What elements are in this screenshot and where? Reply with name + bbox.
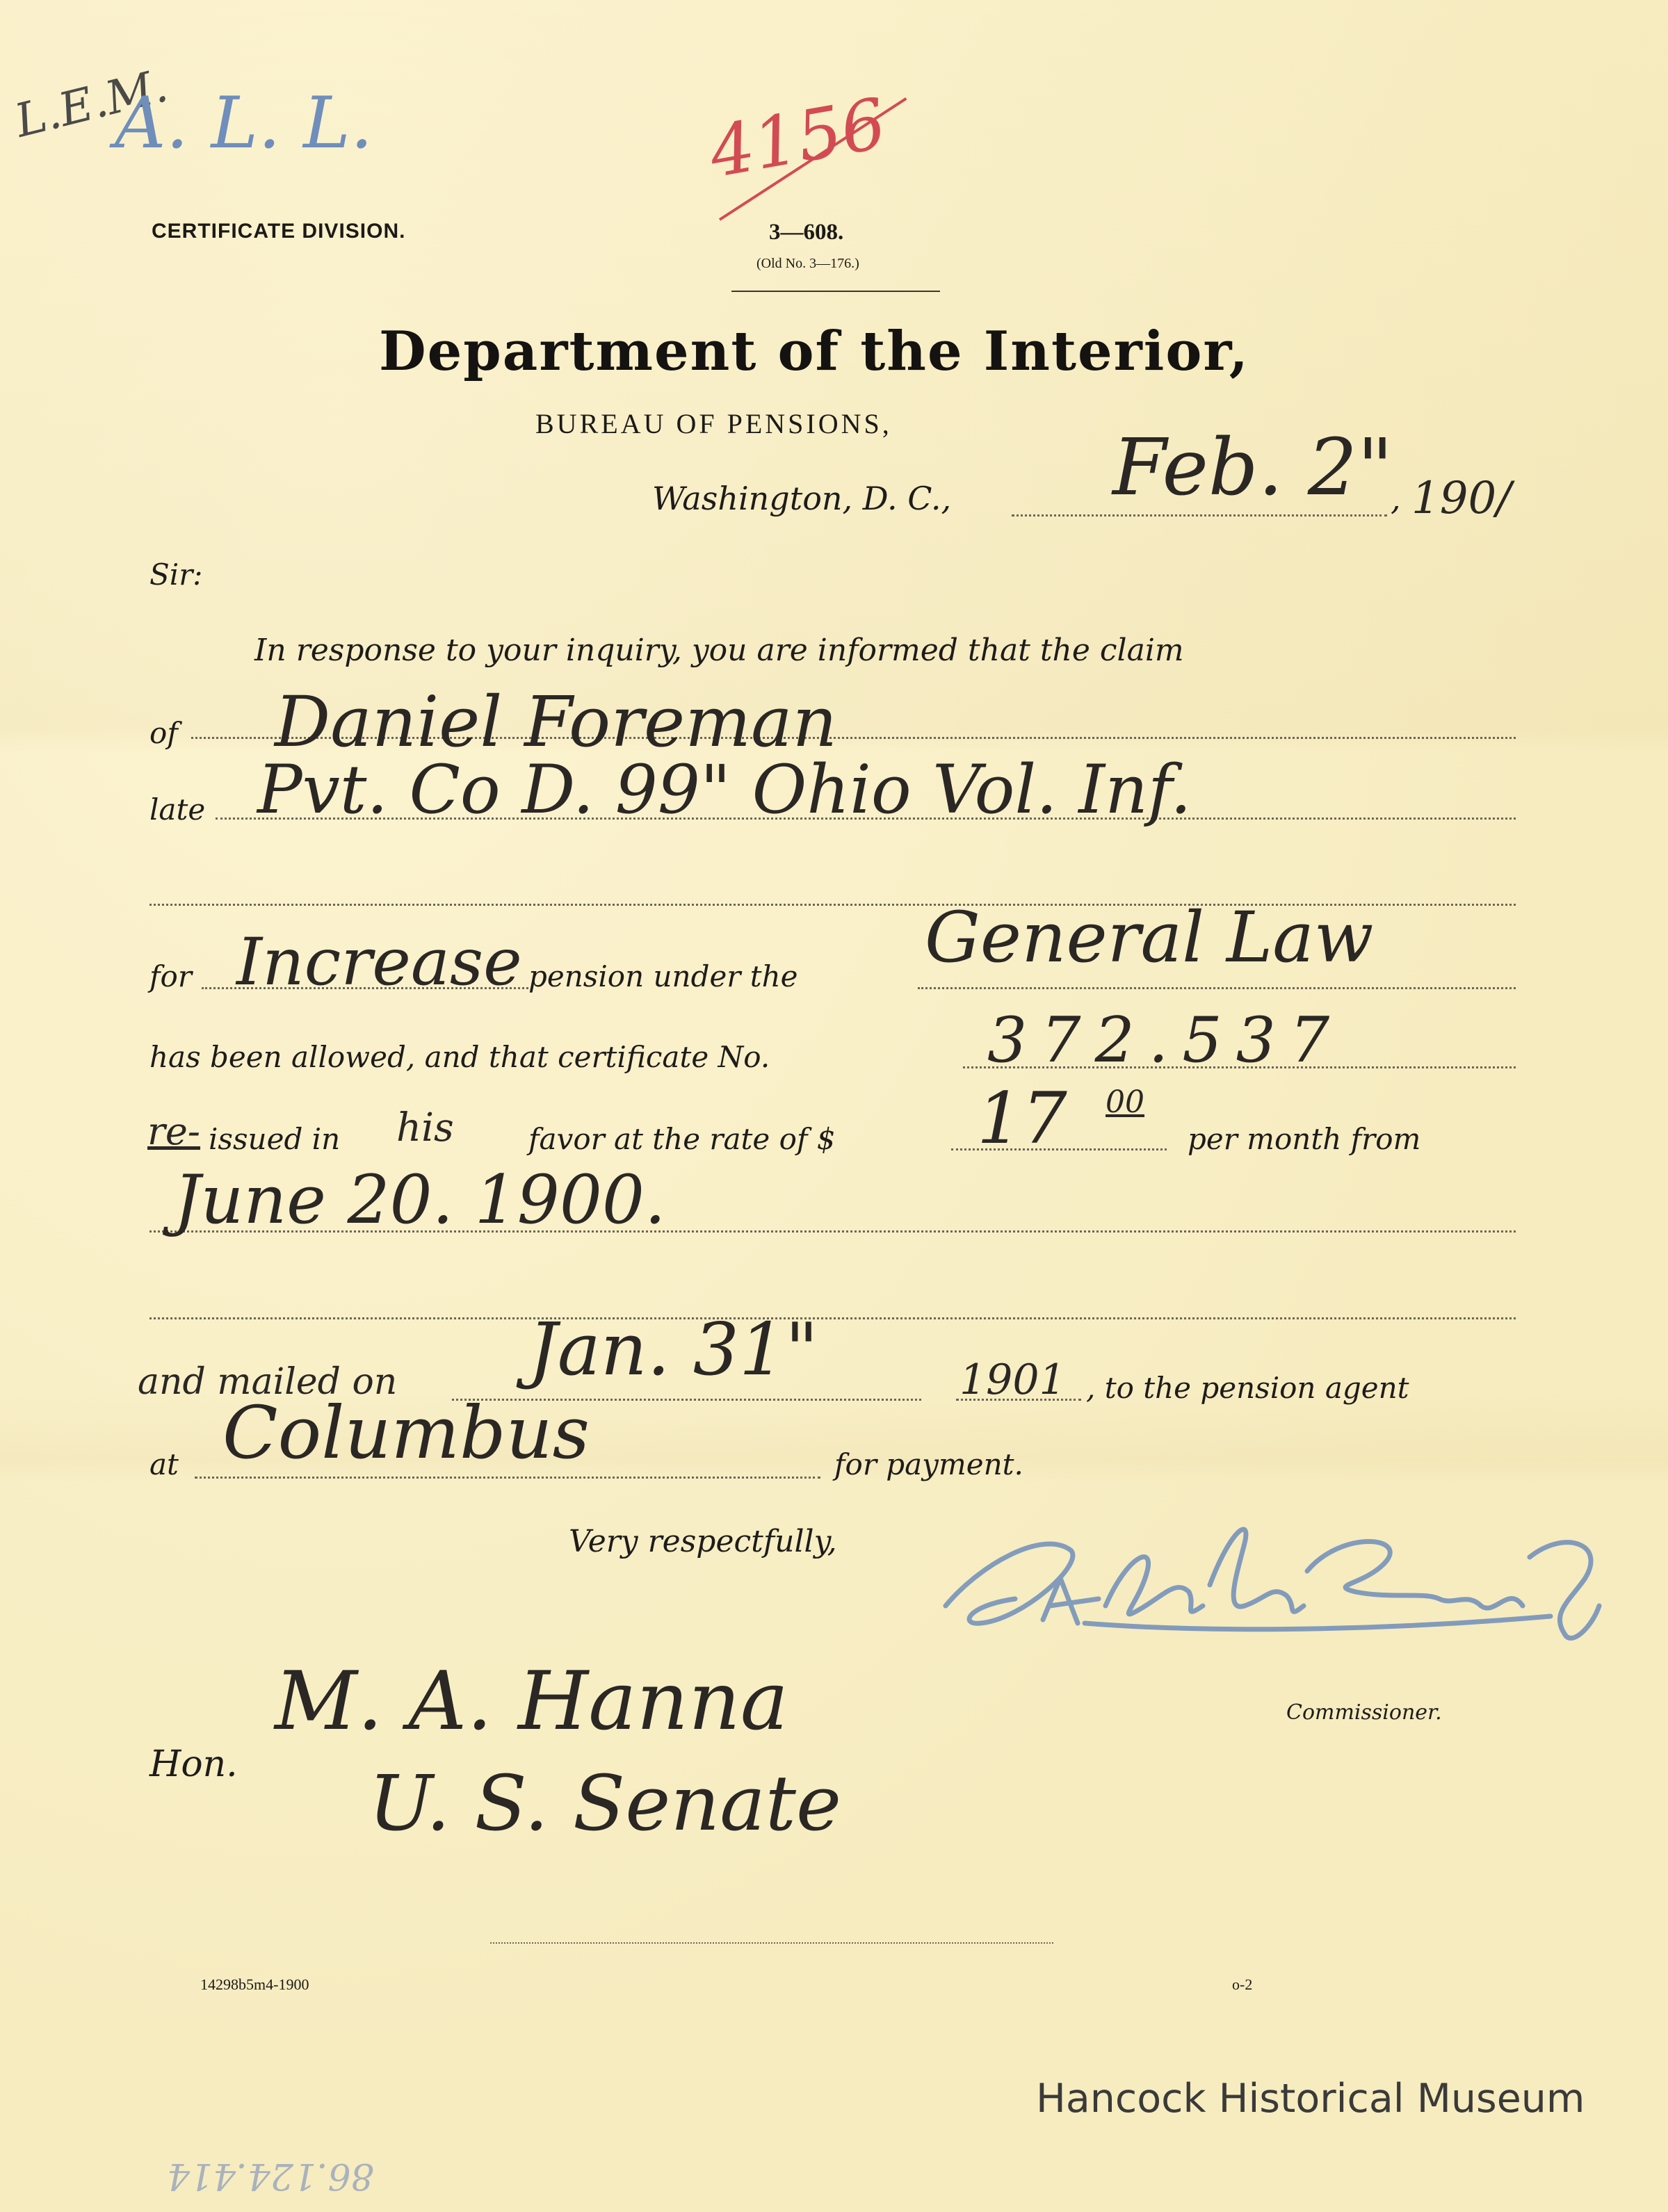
certificate-number: 372.537	[987, 1004, 1344, 1077]
reissued-prefix: re-	[147, 1109, 201, 1153]
old-form-number: (Old No. 3—176.)	[756, 256, 859, 271]
honorific: Hon.	[149, 1743, 238, 1785]
form-number-rule	[731, 291, 940, 292]
bureau-name: BUREAU OF PENSIONS,	[535, 408, 892, 439]
date-field-line	[1012, 514, 1387, 517]
print-code: 14298b5m4-1900	[200, 1976, 309, 1993]
date-comma: ,	[1391, 480, 1401, 517]
pension-law: General Law	[925, 897, 1374, 978]
signer-title: Commissioner.	[1286, 1700, 1442, 1725]
mailed-year: 1901	[959, 1356, 1066, 1404]
late-label: late	[149, 792, 206, 827]
issued-text: issued in	[209, 1122, 341, 1156]
valediction: Very respectfully,	[569, 1524, 837, 1559]
claimant-name: Daniel Foreman	[275, 681, 838, 763]
letter-date: Feb. 2"	[1112, 423, 1393, 513]
page-code: o-2	[1232, 1976, 1253, 1993]
allowed-text: has been allowed, and that certificate No.	[149, 1040, 770, 1074]
place-line: Washington, D. C.,	[652, 480, 952, 517]
blank-field-line-2	[149, 1317, 1516, 1319]
effective-date: June 20. 1900.	[174, 1161, 666, 1239]
pension-agency: Columbus	[222, 1390, 590, 1475]
marginal-blue-initials: A. L. L.	[115, 82, 373, 165]
of-label: of	[149, 716, 178, 750]
recipient-name: M. A. Hanna	[275, 1654, 788, 1748]
per-month-text: per month from	[1188, 1122, 1421, 1156]
marginal-initials: L.E.M.	[9, 58, 173, 148]
pension-type: Increase	[236, 925, 522, 1000]
commissioner-signature	[939, 1502, 1620, 1668]
address-field-line	[490, 1942, 1053, 1944]
recipient-title: U. S. Senate	[369, 1759, 842, 1848]
agent-text: , to the pension agent	[1086, 1371, 1409, 1405]
form-number: 3—608.	[769, 220, 844, 245]
law-field-line	[918, 987, 1516, 989]
pension-rate: 17	[977, 1077, 1067, 1160]
payment-text: for payment.	[834, 1447, 1023, 1481]
mailed-date: Jan. 31"	[528, 1307, 818, 1392]
favor-text: favor at the rate of $	[528, 1122, 836, 1156]
inventory-number: 86.124.414	[167, 2155, 374, 2197]
department-title: Department of the Interior,	[379, 320, 1249, 383]
mailed-text: and mailed on	[138, 1361, 398, 1403]
for-label: for	[149, 959, 192, 993]
pension-rate-cents: 00	[1106, 1084, 1144, 1120]
red-file-number: 4156	[703, 82, 892, 194]
pronoun: his	[396, 1105, 454, 1150]
agency-field-line	[195, 1477, 820, 1479]
salutation: Sir:	[149, 558, 203, 592]
military-service: Pvt. Co D. 99" Ohio Vol. Inf.	[257, 751, 1192, 829]
at-label: at	[149, 1447, 179, 1481]
pension-under-text: pension under the	[528, 959, 798, 993]
museum-watermark: Hancock Historical Museum	[1036, 2076, 1585, 2122]
division-heading: CERTIFICATE DIVISION.	[152, 220, 406, 243]
intro-sentence: In response to your inquiry, you are informed that the claim	[254, 633, 1184, 668]
letter-year: 190/	[1411, 473, 1512, 524]
